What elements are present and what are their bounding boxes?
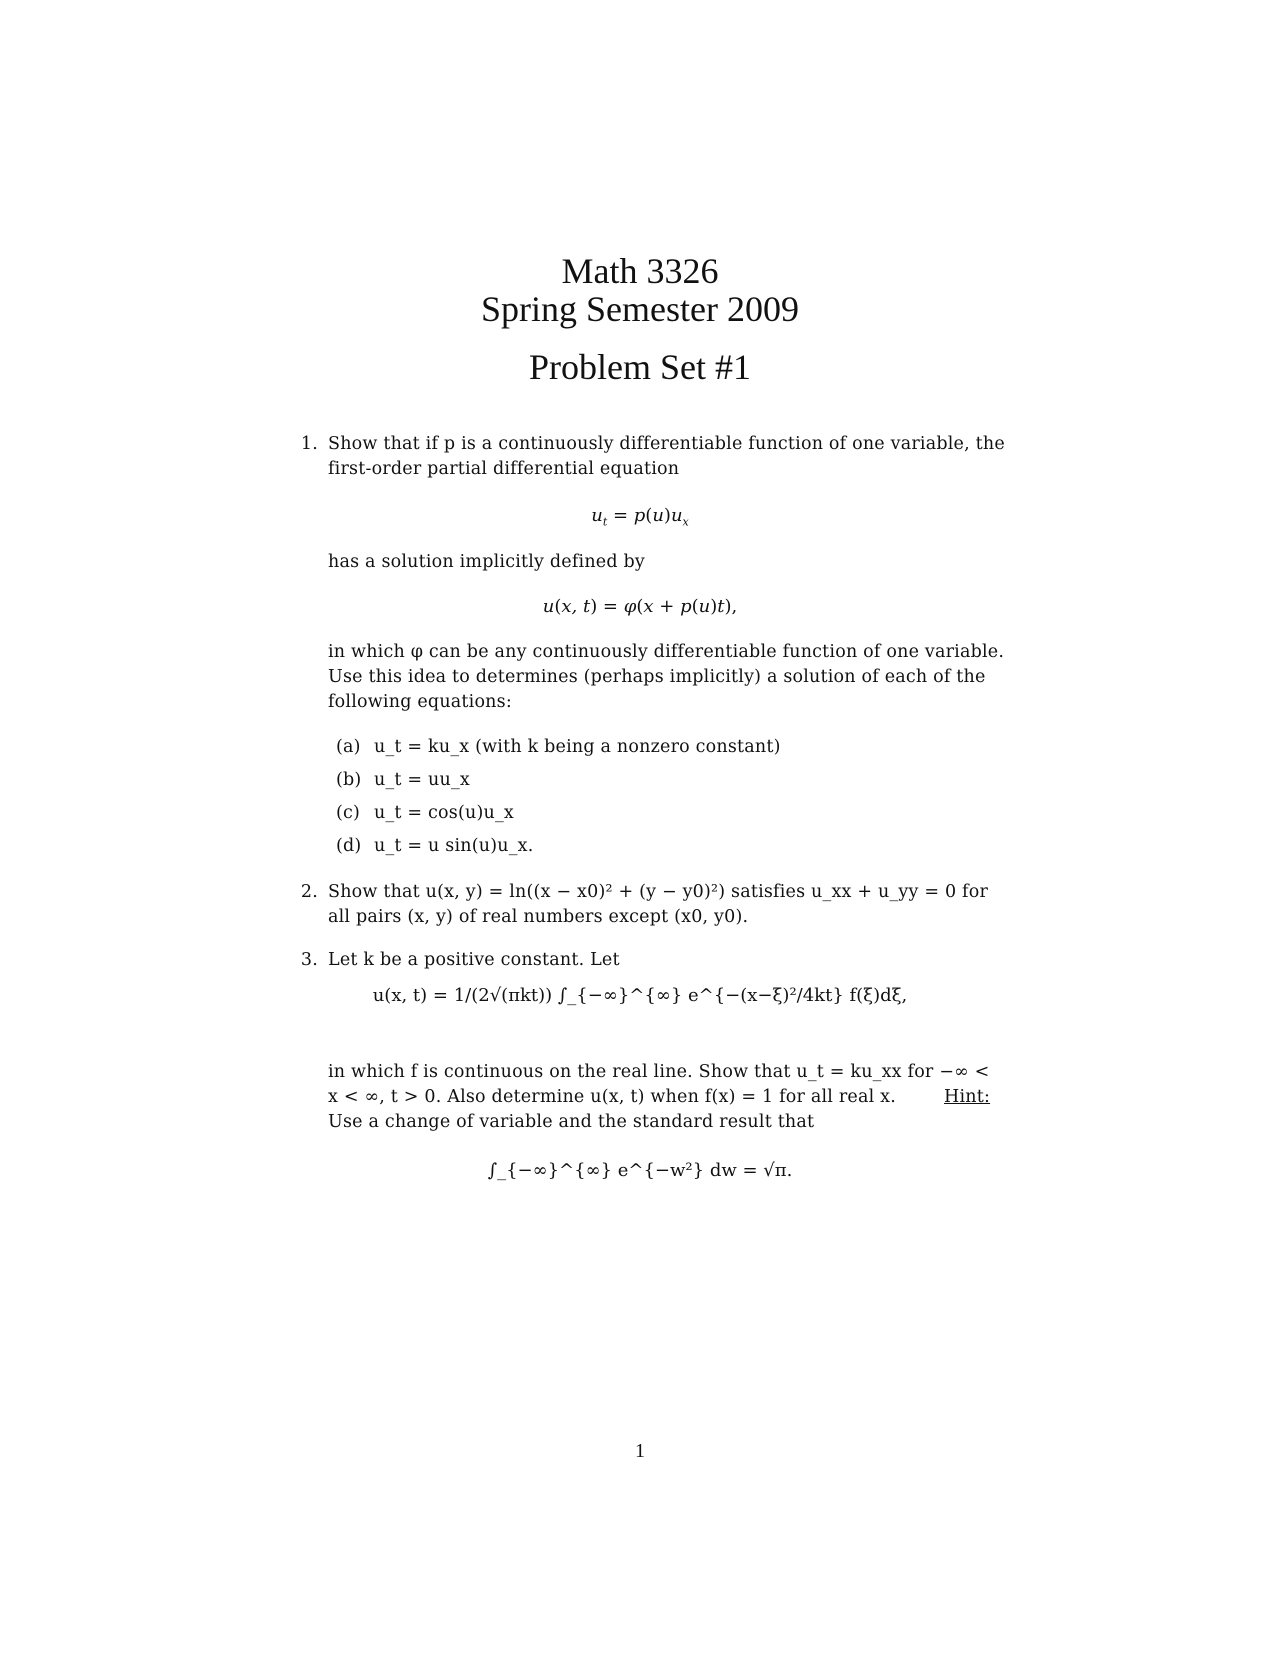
course-title: Math 3326	[561, 251, 719, 291]
problem-1-equation-1: $u_t = p(u)u_x$	[591, 505, 689, 529]
hint-label: Hint:	[944, 1087, 991, 1107]
problem-1-item-d-label: (d)	[336, 836, 362, 856]
problem-1-item-a-label: (a)	[336, 737, 361, 757]
problem-2-line-2: all pairs (x, y) of real numbers except (x0, y0).	[328, 907, 749, 927]
problem-1-equation-2: u(x, t) = φ(x + p(u)t),	[542, 596, 738, 617]
semester-title: Spring Semester 2009	[481, 289, 799, 329]
problem-3-line-1: Let k be a positive constant. Let	[328, 950, 620, 970]
problem-1-line-6: following equations:	[328, 692, 512, 712]
problem-3-equation-2: ∫_{−∞}^{∞} e^{−w²} dw = √π.	[487, 1160, 793, 1181]
problem-1-line-5: Use this idea to determines (perhaps implicitly) a solution of each of the	[328, 667, 986, 687]
problem-1-line-3: has a solution implicitly defined by	[328, 552, 646, 572]
problem-3-line-3: x < ∞, t > 0. Also determine u(x, t) when f(x) = 1 for all real x.	[328, 1087, 896, 1107]
problem-2-number: 2.	[300, 882, 318, 902]
problem-2-line-1: Show that u(x, y) = ln((x − x0)² + (y − y0)²) satisfies u_xx + u_yy = 0 for	[328, 882, 989, 902]
problem-3-line-4: Use a change of variable and the standard result that	[328, 1112, 815, 1132]
problem-1-item-b: u_t = uu_x	[374, 770, 471, 790]
problem-1-line-1: Show that if p is a continuously differentiable function of one variable, the	[328, 434, 1005, 454]
problem-1-item-c-label: (c)	[336, 803, 361, 823]
problem-1-item-c: u_t = cos(u)u_x	[374, 803, 514, 823]
problem-1-line-4: in which φ can be any continuously differentiable function of one variable.	[328, 642, 1005, 662]
problem-1-line-2: first-order partial differential equation	[328, 459, 680, 479]
problem-1-item-b-label: (b)	[336, 770, 362, 790]
problem-3-equation-1: u(x, t) = 1/(2√(πkt)) ∫_{−∞}^{∞} e^{−(x−ξ)²/4kt} f(ξ)dξ,	[372, 985, 908, 1006]
problem-3-line-2: in which f is continuous on the real line. Show that u_t = ku_xx for −∞ <	[328, 1062, 990, 1082]
problem-1-number: 1.	[300, 434, 318, 454]
problem-1-item-a: u_t = ku_x (with k being a nonzero constant)	[374, 737, 781, 757]
problem-3-number: 3.	[300, 950, 318, 970]
page-number: 1	[635, 1440, 645, 1462]
problem-set-title: Problem Set #1	[529, 347, 751, 387]
problem-1-item-d: u_t = u sin(u)u_x.	[374, 836, 534, 856]
